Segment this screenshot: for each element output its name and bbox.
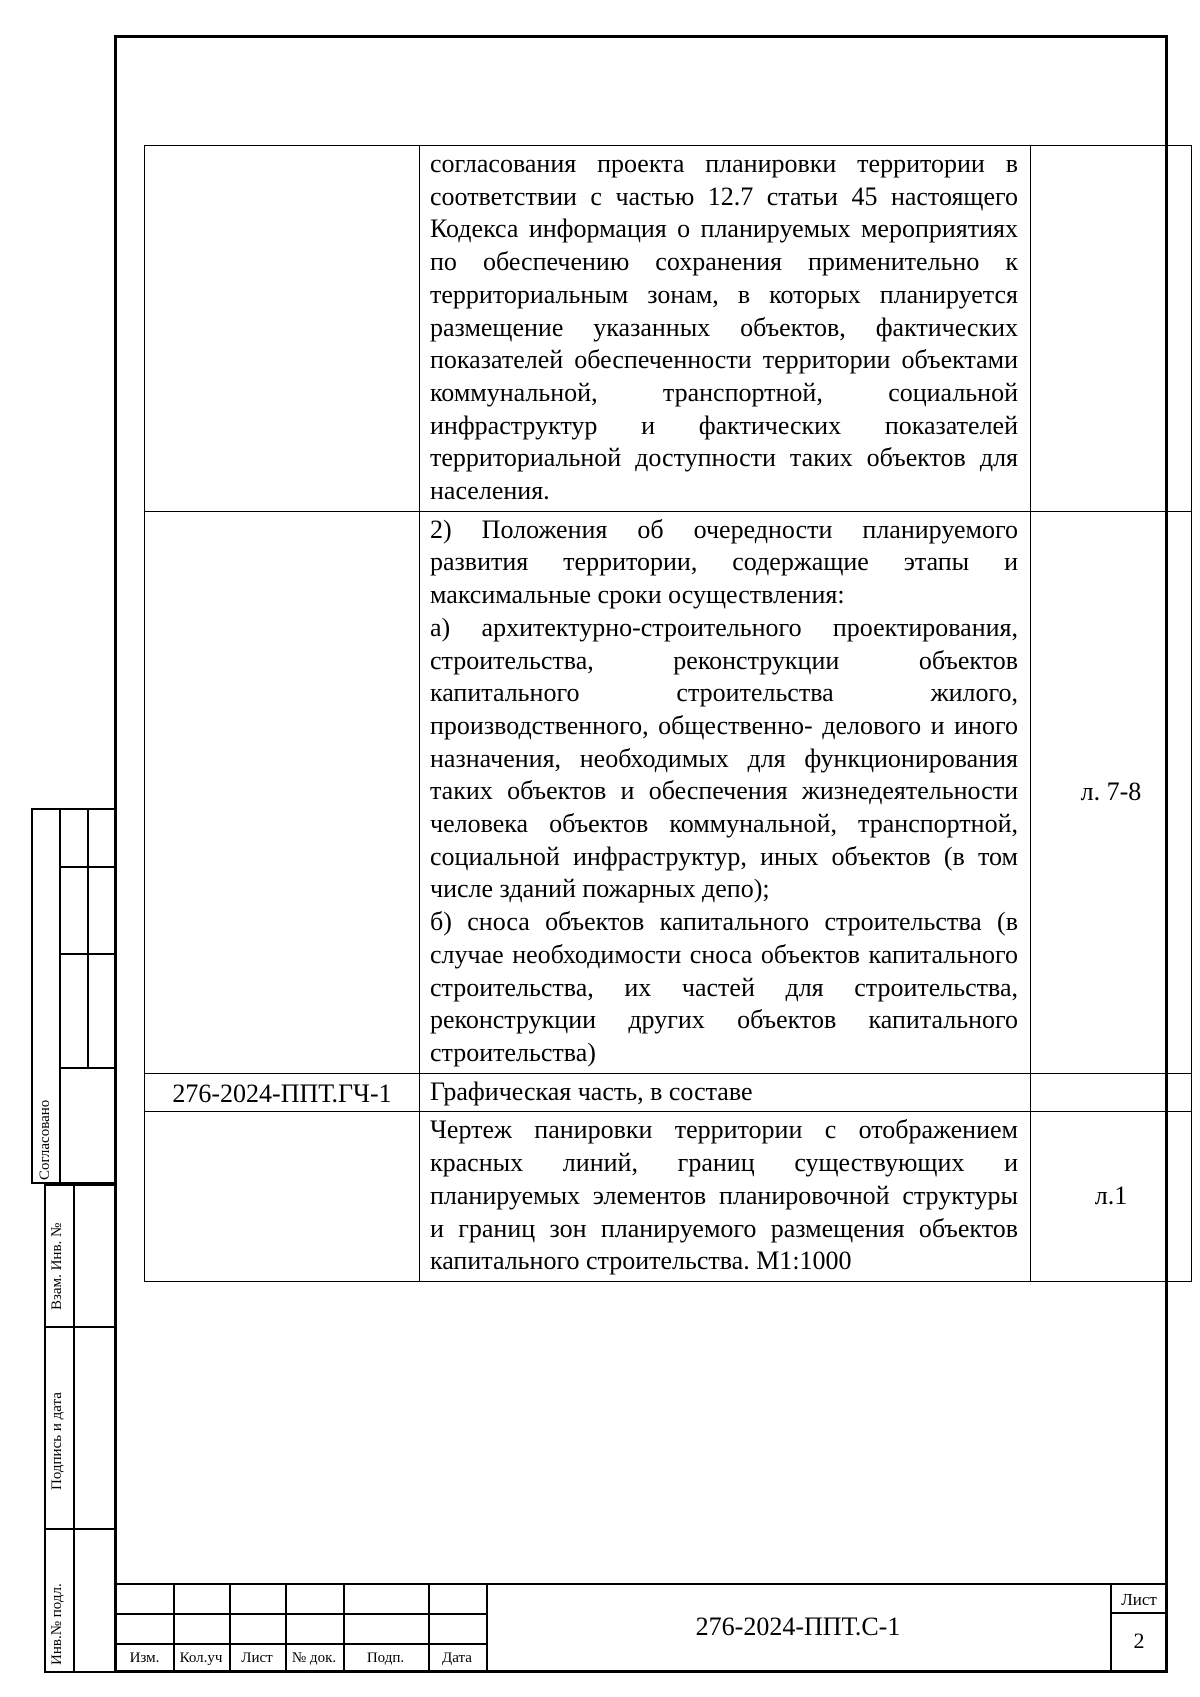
table-row (145, 1073, 1192, 1112)
row-code (145, 1112, 420, 1282)
col-label-kol-uch: Кол.уч (179, 1650, 223, 1666)
row-description (420, 1112, 1031, 1282)
table-row (145, 511, 1192, 1073)
row-paragraph: а) архитектурно-строительного проектирования, строительства, реконструкции объектов капитального строительства жилого, производственного, общественно- делового и иного назначения, необходимых для функционирования таких объектов и обеспечения жизнедеятельности человека объектов коммунальной, транспортной, социальной инфраструктур, иных объектов (в том числе зданий пожарных депо); (430, 612, 1018, 904)
row-code (145, 146, 420, 512)
row-description (420, 146, 1031, 512)
row-code: 276-2024-ППТ.ГЧ-1 (145, 1073, 420, 1112)
col-label-signature: Подп. (366, 1650, 405, 1666)
sign-date-label: Подпись и дата (49, 1392, 65, 1490)
row-paragraph: б) сноса объектов капитального строительства (в случае необходимости сноса объектов капитального строительства, их частей для строительства, реконструкции других объектов капитального строительства) (430, 907, 1018, 1067)
row-page (1031, 146, 1192, 512)
col-label-izm: Изм. (129, 1650, 160, 1666)
row-page: л. 7-8 (1031, 511, 1192, 1073)
contents-table (144, 145, 1192, 1282)
sheet-label: Лист (1121, 1590, 1157, 1609)
row-code (145, 511, 420, 1073)
row-paragraph: Графическая часть, в составе (430, 1076, 753, 1106)
col-label-list: Лист (241, 1650, 273, 1666)
row-description (420, 1073, 1031, 1112)
row-description (420, 511, 1031, 1073)
title-block-top (114, 1583, 1168, 1585)
table-row (145, 1112, 1192, 1282)
table-row (145, 146, 1192, 512)
agreed-label: Согласовано (37, 1099, 53, 1180)
row-paragraph: 2) Положения об очередности планируемого развития территории, содержащие этапы и максимальные сроки осуществления: (430, 514, 1018, 610)
col-label-date: Дата (442, 1650, 472, 1666)
document-code: 276-2024-ППТ.С-1 (695, 1612, 901, 1641)
sheet-number: 2 (1133, 1628, 1145, 1653)
row-paragraph: Чертеж панировки территории с отображением красных линий, границ существующих и планируемых элементов планировочной структуры и границ зон планируемого размещения объектов капитального строительства. М1:1000 (430, 1115, 1018, 1276)
row-page: л.1 (1031, 1112, 1192, 1282)
row-paragraph: согласования проекта планировки территории в соответствии с частью 12.7 статьи 45 настоящего Кодекса информация о планируемых мероприятиях по обеспечению сохранения применительно к территориальным зонам, в которых планируется размещение указанных объектов, фактических показателей обеспеченности территории объектами коммунальной, транспортной, социальной инфраструктур и фактических показателей территориальной доступности таких объектов для населения. (430, 149, 1018, 506)
inv-orig-label: Инв.№ подл. (49, 1583, 65, 1665)
col-label-doc-number: № док. (291, 1650, 337, 1666)
row-page (1031, 1073, 1192, 1112)
replaced-inv-label: Взам. Инв. № (49, 1222, 65, 1310)
